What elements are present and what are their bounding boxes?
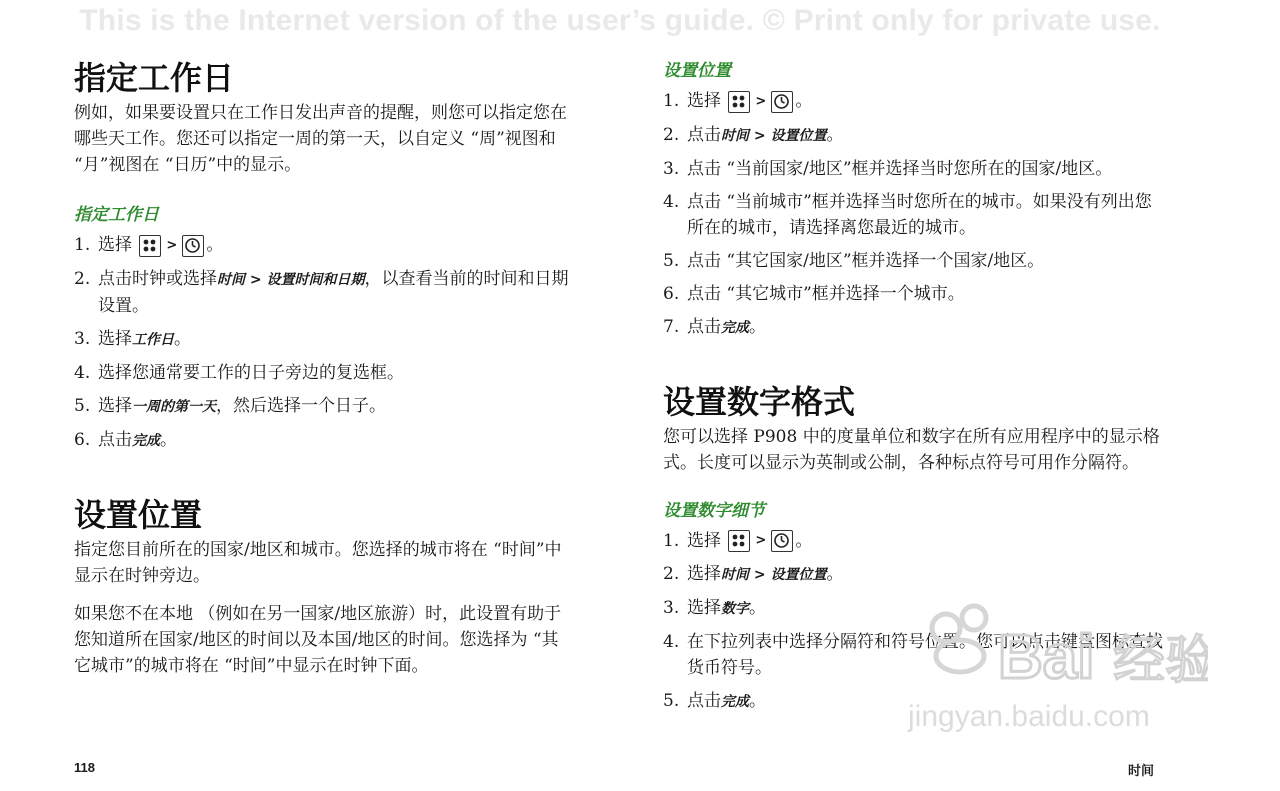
step-text-end: ，然后选择一个日子。 <box>216 395 386 416</box>
step-number: 4. <box>663 632 680 652</box>
location-paragraph-1: 指定您目前所在的国家/地区和城市。您选择的城市将在 “时间”中显示在时钟旁边。 <box>74 539 562 586</box>
step-3 <box>663 595 1163 622</box>
step-text-end: 。 <box>749 691 766 711</box>
apps-grid-icon <box>728 530 750 552</box>
page-number: 118 <box>74 760 95 775</box>
step-text: 选择 <box>98 395 132 416</box>
step-number: 6. <box>663 283 680 304</box>
step-text: 选择 <box>687 530 721 551</box>
step-text-end: 。 <box>795 530 813 551</box>
step-number: 4. <box>74 362 91 383</box>
step-text-end: 。 <box>826 564 844 584</box>
step-5 <box>663 688 1163 715</box>
step-number: 2. <box>74 268 91 289</box>
svg-text:经验: 经验 <box>1113 631 1208 691</box>
clock-icon <box>771 91 793 113</box>
number-format-intro: 您可以选择 P908 中的度量单位和数字在所有应用程序中的显示格式。长度可以显示为英制或公制，各种标点符号可用作分隔符。 <box>663 426 1160 473</box>
right-column <box>663 58 1163 722</box>
section-title-number-format: 设置数字格式 <box>663 382 856 421</box>
step-3 <box>663 156 1163 182</box>
step-6 <box>663 281 1163 307</box>
apps-grid-icon <box>139 235 161 257</box>
step-text: 点击 “其它城市”框并选择一个城市。 <box>687 283 965 304</box>
step-text-end: 。 <box>206 235 224 255</box>
step-5 <box>74 393 574 420</box>
step-number: 1. <box>663 530 680 551</box>
step-text: 选择 <box>687 598 721 618</box>
section-title-workdays: 指定工作日 <box>74 59 235 97</box>
top-watermark: This is the Internet version of the user’s guide. © Print only for private use. <box>79 4 1161 37</box>
ui-path: 时间 > 设置位置 <box>721 127 827 144</box>
step-text-end: 。 <box>749 316 766 337</box>
step-5 <box>663 248 1163 274</box>
footer-section-title: 时间 <box>1128 763 1155 778</box>
step-number: 7. <box>663 316 680 337</box>
step-text-end: 。 <box>749 598 766 618</box>
ui-path: 时间 > 设置位置 <box>721 567 827 583</box>
step-text: 在下拉列表中选择分隔符和符号位置。您可以点击键盘图标查找货币符号。 <box>687 632 1163 678</box>
step-text: 点击 “当前国家/地区”框并选择当时您所在的国家/地区。 <box>687 158 1113 179</box>
step-2 <box>74 266 574 319</box>
step-number: 3. <box>74 328 91 349</box>
step-1 <box>74 232 574 259</box>
step-2 <box>663 561 1163 588</box>
step-6 <box>74 427 574 454</box>
ui-path: 数字 <box>721 601 749 617</box>
location-steps <box>663 88 1163 341</box>
step-number: 2. <box>663 564 680 584</box>
step-text: 选择 <box>687 564 721 584</box>
separator-arrow: > <box>166 237 178 253</box>
ui-path: 完成 <box>721 694 749 710</box>
step-number: 2. <box>663 124 680 145</box>
location-paragraph-2: 如果您不在本地 （例如在另一国家/地区旅游）时，此设置有助于您知道所在国家/地区的时间以及本国/地区的时间。您选择为 “其它城市”的城市将在 “时间”中显示在时钟下面。 <box>74 603 562 676</box>
step-4 <box>74 360 574 386</box>
workdays-intro: 例如，如果要设置只在工作日发出声音的提醒，则您可以指定您在哪些天工作。您还可以指定一周的第一天，以自定义 “周”视图和 “月”视图在 “日历”中的显示。 <box>74 103 567 175</box>
step-number: 3. <box>663 158 680 179</box>
separator-arrow: > <box>755 533 767 548</box>
step-text-end: 。 <box>826 124 844 145</box>
ui-path: 完成 <box>132 432 160 449</box>
step-text: 点击 <box>687 691 721 711</box>
workdays-steps <box>74 232 574 454</box>
step-text: 选择 <box>687 91 721 111</box>
step-3 <box>74 326 574 353</box>
ui-path: 一周的第一天 <box>132 398 216 415</box>
ui-path: 时间 > 设置时间和日期 <box>217 271 365 288</box>
step-text: 点击 “当前城市”框并选择当时您所在的城市。如果没有列出您所在的城市，请选择离您最近的城市。 <box>687 191 1152 238</box>
step-2 <box>663 122 1163 149</box>
step-number: 6. <box>74 429 91 450</box>
step-text: 选择 <box>98 235 132 255</box>
step-number: 3. <box>663 598 680 618</box>
subheading-workdays: 指定工作日 <box>74 205 159 225</box>
step-4 <box>663 189 1163 241</box>
left-column <box>74 58 574 691</box>
step-text-end: 。 <box>795 91 813 111</box>
step-7 <box>663 314 1163 341</box>
apps-grid-icon <box>728 91 750 113</box>
step-text-end: ，以查看当前的时间和日期设置。 <box>98 268 569 316</box>
step-text-end: 。 <box>160 429 177 450</box>
ui-path: 完成 <box>721 319 749 336</box>
separator-arrow: > <box>755 93 767 109</box>
step-text: 点击 <box>98 429 132 450</box>
step-number: 1. <box>74 235 91 255</box>
ui-path: 工作日 <box>132 331 174 348</box>
step-number: 5. <box>74 395 91 416</box>
subheading-number-details: 设置数字细节 <box>663 500 765 521</box>
step-1 <box>663 88 1163 115</box>
number-steps <box>663 528 1163 716</box>
step-text: 点击时钟或选择 <box>98 268 217 289</box>
clock-icon <box>771 530 793 552</box>
step-number: 4. <box>663 191 680 212</box>
section-title-location: 设置位置 <box>74 495 203 534</box>
step-text: 点击 <box>687 316 721 337</box>
step-text-end: 。 <box>174 328 191 349</box>
step-number: 1. <box>663 91 680 111</box>
baidu-watermark-text: jingyan.baidu.com <box>908 700 1150 733</box>
step-text: 点击 “其它国家/地区”框并选择一个国家/地区。 <box>687 250 1045 271</box>
subheading-set-location: 设置位置 <box>663 61 731 81</box>
step-number: 5. <box>663 691 680 711</box>
step-number: 5. <box>663 250 680 271</box>
step-1 <box>663 528 1163 555</box>
step-4 <box>663 629 1163 681</box>
svg-text:Bai: Bai <box>998 623 1095 692</box>
clock-icon <box>182 235 204 257</box>
step-text: 选择 <box>98 328 132 349</box>
step-text: 点击 <box>687 124 721 145</box>
step-text: 选择您通常要工作的日子旁边的复选框。 <box>98 362 404 383</box>
